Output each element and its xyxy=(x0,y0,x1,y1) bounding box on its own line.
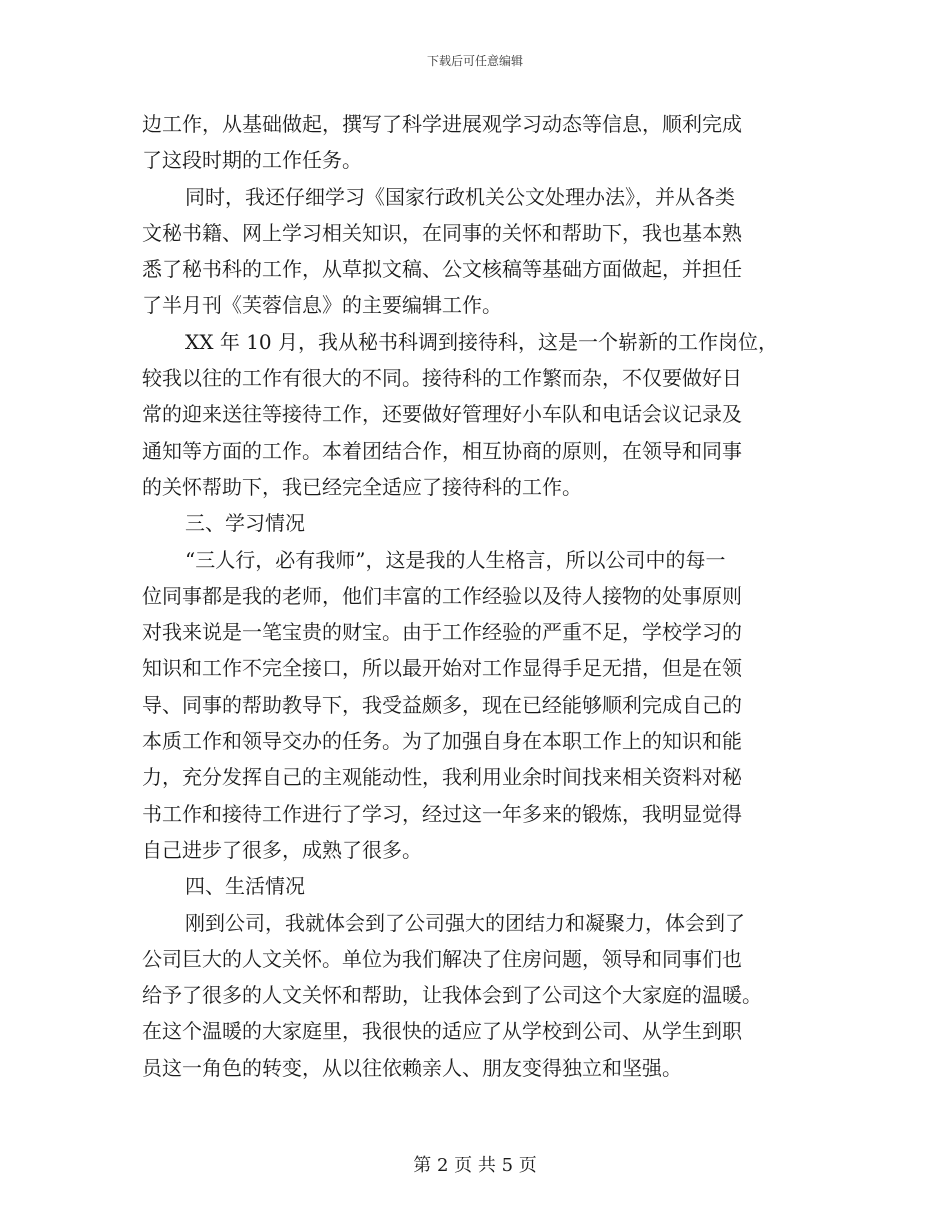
text-line: 员这一角色的转变，从以往依赖亲人、朋友变得独立和坚强。 xyxy=(142,1055,682,1080)
text-line: 较我以往的工作有很大的不同。接待科的工作繁而杂，不仅要做好日 xyxy=(142,366,742,391)
text-line: “三人行，必有我师”，这是我的人生格言，所以公司中的每一 xyxy=(185,547,726,572)
text-line: 常的迎来送往等接待工作，还要做好管理好小车队和电话会议记录及 xyxy=(142,402,742,427)
text-line: XX 年 10 月，我从秘书科调到接待科，这是一个崭新的工作岗位， xyxy=(185,329,778,354)
text-line: 自己进步了很多，成熟了很多。 xyxy=(142,837,422,862)
section-heading: 三、学习情况 xyxy=(185,511,305,536)
text-line: 在这个温暖的大家庭里，我很快的适应了从学校到公司、从学生到职 xyxy=(142,1019,742,1044)
document-body xyxy=(142,106,812,1086)
text-line: 知识和工作不完全接口，所以最开始对工作显得手足无措，但是在领 xyxy=(142,656,742,681)
text-line: 力，充分发挥自己的主观能动性，我利用业余时间找来相关资料对秘 xyxy=(142,765,742,790)
text-line: 位同事都是我的老师，他们丰富的工作经验以及待人接物的处事原则 xyxy=(142,583,742,608)
text-line: 悉了秘书科的工作，从草拟文稿、公文核稿等基础方面做起，并担任 xyxy=(142,257,742,282)
text-line: 文秘书籍、网上学习相关知识，在同事的关怀和帮助下，我也基本熟 xyxy=(142,220,742,245)
page-header: 下载后可任意编辑 xyxy=(426,54,523,68)
text-line: 给予了很多的人文关怀和帮助，让我体会到了公司这个大家庭的温暖。 xyxy=(142,983,762,1008)
text-line: 同时，我还仔细学习《国家行政机关公文处理办法》，并从各类 xyxy=(185,184,735,209)
text-line: 对我来说是一笔宝贵的财宝。由于工作经验的严重不足，学校学习的 xyxy=(142,620,742,645)
text-line: 书工作和接待工作进行了学习，经过这一年多来的锻炼，我明显觉得 xyxy=(142,801,742,826)
text-line: 通知等方面的工作。本着团结合作，相互协商的原则，在领导和同事 xyxy=(142,438,742,463)
section-heading: 四、生活情况 xyxy=(185,874,305,899)
page-footer: 第 2 页 共 5 页 xyxy=(413,1155,537,1176)
text-line: 本质工作和领导交办的任务。为了加强自身在本职工作上的知识和能 xyxy=(142,729,742,754)
text-line: 的关怀帮助下，我已经完全适应了接待科的工作。 xyxy=(142,474,582,499)
text-line: 导、同事的帮助教导下，我受益颇多，现在已经能够顺利完成自己的 xyxy=(142,692,742,717)
text-line: 刚到公司，我就体会到了公司强大的团结力和凝聚力，体会到了 xyxy=(185,910,745,935)
text-line: 边工作，从基础做起，撰写了科学进展观学习动态等信息，顺利完成 xyxy=(142,112,742,136)
text-line: 公司巨大的人文关怀。单位为我们解决了住房问题，领导和同事们也 xyxy=(142,946,742,971)
text-line: 了半月刊《芙蓉信息》的主要编辑工作。 xyxy=(142,293,502,318)
text-line: 了这段时期的工作任务。 xyxy=(142,148,362,173)
